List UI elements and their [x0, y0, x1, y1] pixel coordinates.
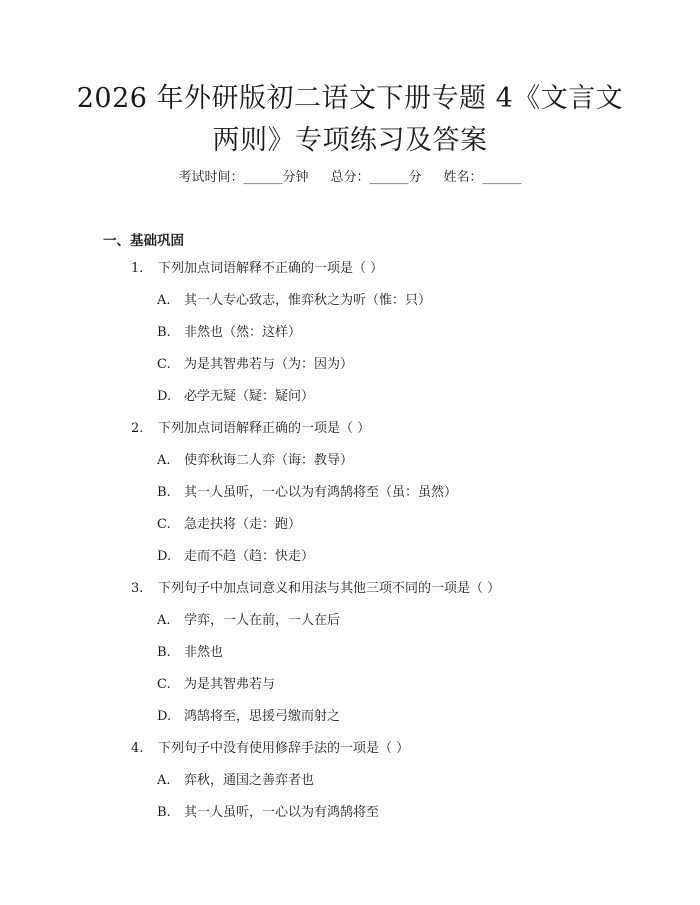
option-text: 为是其智弗若与（为：因为） — [184, 357, 354, 372]
exam-info — [0, 168, 700, 188]
question-number: 1. — [131, 261, 144, 276]
option-text: 学弈，一人在前，一人在后 — [184, 613, 341, 628]
option-letter: D. — [157, 389, 172, 404]
option-letter: B. — [157, 805, 171, 820]
option-letter: B. — [157, 645, 171, 660]
option-text: 为是其智弗若与 — [184, 677, 276, 692]
option-letter: C. — [157, 677, 171, 692]
option-letter: A. — [157, 453, 171, 468]
title-line-1: 2026 年外研版初二语文下册专题 4《文言文 — [76, 83, 624, 114]
option-text: 使弈秋诲二人弈（诲：教导） — [184, 453, 354, 468]
option-letter: B. — [157, 325, 171, 340]
option-text: 非然也 — [184, 645, 224, 660]
question-number: 3. — [131, 581, 144, 596]
question-text: 下列加点词语解释正确的一项是（ ） — [158, 421, 371, 436]
option-letter: D. — [157, 709, 172, 724]
total-score-label: 总分：______分 — [330, 170, 422, 185]
question-text: 下列句子中没有使用修辞手法的一项是（ ） — [158, 741, 410, 756]
option-text: 其一人虽听，一心以为有鸿鹄将至（虽：虽然） — [184, 485, 458, 500]
option-text: 走而不趋（趋：快走） — [184, 549, 315, 564]
option-letter: D. — [157, 549, 172, 564]
question-number: 4. — [131, 741, 144, 756]
option-letter: A. — [157, 773, 171, 788]
option-text: 弈秋，通国之善弈者也 — [184, 773, 315, 788]
question-text: 下列句子中加点词意义和用法与其他三项不同的一项是（ ） — [158, 581, 501, 596]
question-text: 下列加点词语解释不正确的一项是（ ） — [158, 261, 384, 276]
option-letter: A. — [157, 293, 171, 308]
option-letter: B. — [157, 485, 171, 500]
student-name-label: 姓名：______ — [443, 170, 522, 185]
option-letter: C. — [157, 517, 171, 532]
option-letter: A. — [157, 613, 171, 628]
question-number: 2. — [131, 421, 144, 436]
option-text: 必学无疑（疑：疑问） — [184, 389, 315, 404]
option-text: 鸿鹄将至，思援弓缴而射之 — [184, 709, 341, 724]
section-heading: 一、基础巩固 — [103, 233, 184, 249]
option-letter: C. — [157, 357, 171, 372]
option-text: 其一人虽听，一心以为有鸿鹄将至 — [184, 805, 380, 820]
title-line-2: 两则》专项练习及答案 — [212, 125, 488, 156]
exam-time-label: 考试时间：______分钟 — [178, 170, 309, 185]
option-text: 其一人专心致志，惟弈秋之为听（惟：只） — [184, 293, 432, 308]
option-text: 非然也（然：这样） — [184, 325, 302, 340]
document-title — [60, 78, 640, 162]
option-text: 急走扶将（走：跑） — [184, 517, 302, 532]
